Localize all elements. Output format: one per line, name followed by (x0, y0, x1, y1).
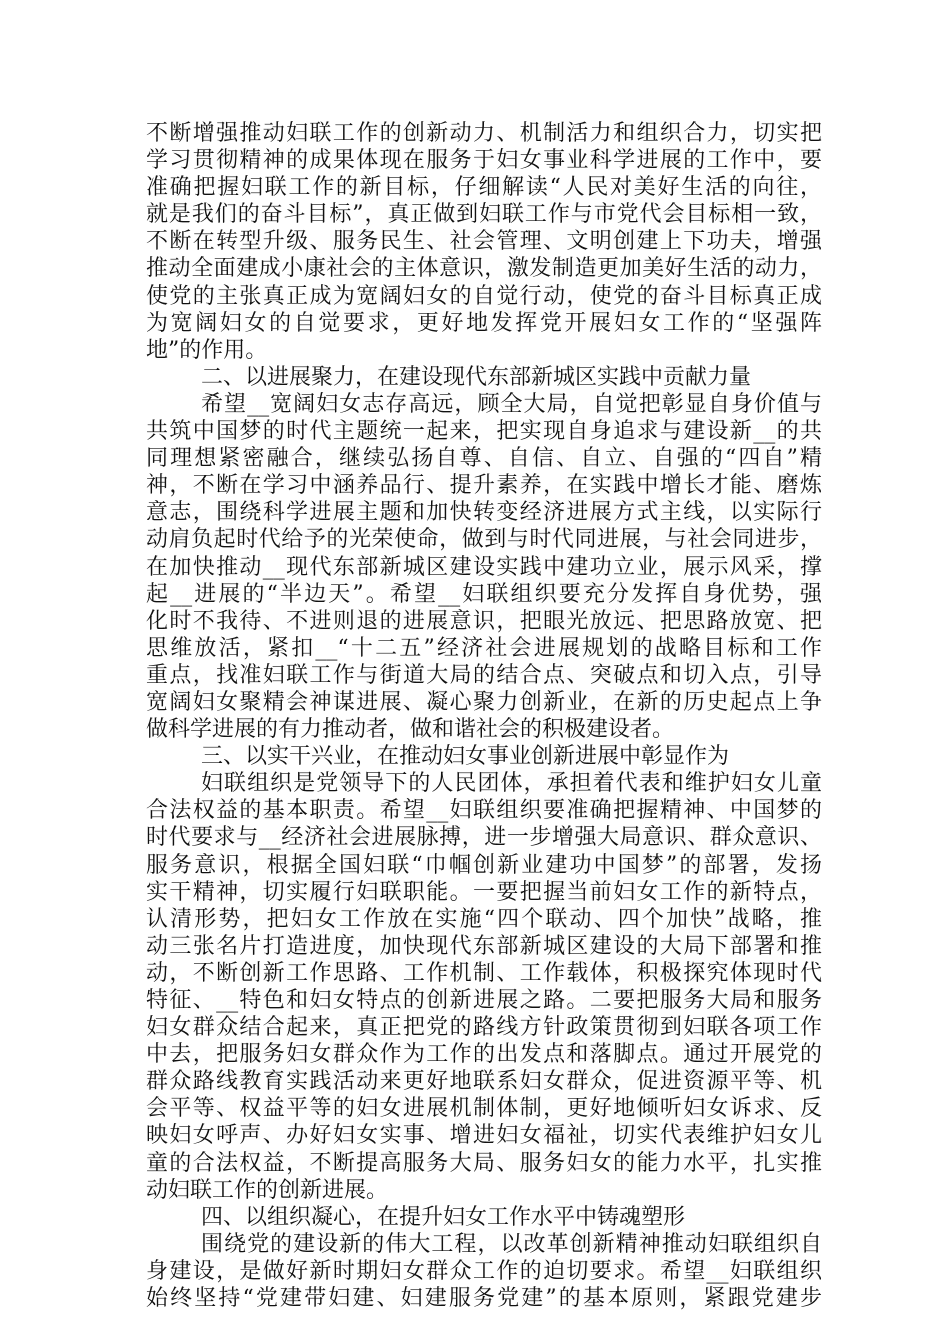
text-line: 服务意识，根据全国妇联“巾帼创新业建功中国梦”的部署，发扬 (146, 852, 822, 878)
section-heading: 二、以进展聚力，在建设现代东部新城区实践中贡献力量 (201, 364, 752, 390)
text-line: 意志，围绕科学进展主题和加快转变经济进展方式主线，以实际行 (146, 500, 822, 526)
text-line: 特征、__特色和妇女特点的创新进展之路。二要把服务大局和服务 (146, 988, 822, 1013)
text-line: 时代要求与__经济社会进展脉搏，进一步增强大局意识、群众意识、 (146, 825, 822, 851)
text-line: 神，不断在学习中涵养品行、提升素养，在实践中增长才能、磨炼 (146, 473, 822, 499)
text-line: 会平等、权益平等的妇女进展机制体制，更好地倾听妇女诉求、反 (146, 1096, 822, 1122)
text-line: 使党的主张真正成为宽阔妇女的自觉行动，使党的奋斗目标真正成 (146, 283, 822, 309)
text-line: 动，不断创新工作思路、工作机制、工作载体，积极探究体现时代 (146, 960, 822, 986)
text-line: 妇联组织是党领导下的人民团体，承担着代表和维护妇女儿童 (201, 771, 822, 797)
text-line: 共筑中国梦的时代主题统一起来，把实现自身追求与建设新__的共 (146, 419, 822, 445)
text-line: 动肩负起时代给予的光荣使命，做到与时代同进展，与社会同进步， (146, 527, 822, 553)
text-line: 身建设，是做好新时期妇女群众工作的迫切要求。希望__妇联组织 (146, 1258, 822, 1284)
text-line: 中去，把服务妇女群众作为工作的出发点和落脚点。通过开展党的 (146, 1042, 822, 1068)
text-line: 学习贯彻精神的成果体现在服务于妇女事业科学进展的工作中，要 (146, 148, 822, 174)
section-heading: 三、以实干兴业，在推动妇女事业创新进展中彰显作为 (201, 744, 730, 770)
text-line: 映妇女呼声、办好妇女实事、增进妇女福祉，切实代表维护妇女儿 (146, 1123, 822, 1149)
text-line: 起__进展的“半边天”。希望__妇联组织要充分发挥自身优势，强 (146, 581, 822, 607)
text-line: 做科学进展的有力推动者，做和谐社会的积极建设者。 (146, 717, 675, 743)
text-line: 实干精神，切实履行妇联职能。一要把握当前妇女工作的新特点， (146, 879, 822, 905)
text-line: 就是我们的奋斗目标”，真正做到妇联工作与市党代会目标相一致， (146, 202, 822, 228)
text-line: 始终坚持“党建带妇建、妇建服务党建”的基本原则，紧跟党建步 (146, 1286, 822, 1312)
text-line: 宽阔妇女聚精会神谋进展、凝心聚力创新业，在新的历史起点上争 (146, 689, 822, 715)
text-line: 认清形势，把妇女工作放在实施“四个联动、四个加快”战略，推 (146, 906, 822, 932)
text-line: 化时不我待、不进则退的进展意识，把眼光放远、把思路放宽、把 (146, 608, 822, 634)
text-line: 动三张名片打造进度，加快现代东部新城区建设的大局下部署和推 (146, 933, 822, 959)
text-line: 同理想紧密融合，继续弘扬自尊、自信、自立、自强的“四自”精 (146, 446, 822, 472)
text-line: 地”的作用。 (146, 337, 268, 363)
text-line: 合法权益的基本职责。希望__妇联组织要准确把握精神、中国梦的 (146, 798, 822, 824)
text-line: 为宽阔妇女的自觉要求，更好地发挥党开展妇女工作的“坚强阵 (146, 310, 822, 336)
text-line: 准确把握妇联工作的新目标，仔细解读“人民对美好生活的向往， (146, 175, 822, 201)
text-line: 动妇联工作的创新进展。 (146, 1177, 389, 1203)
text-line: 思维放活，紧扣__“十二五”经济社会进展规划的战略目标和工作 (146, 635, 822, 661)
text-line: 妇女群众结合起来，真正把党的路线方针政策贯彻到妇联各项工作 (146, 1015, 822, 1041)
text-line: 群众路线教育实践活动来更好地联系妇女群众，促进资源平等、机 (146, 1069, 822, 1095)
text-line: 不断增强推动妇联工作的创新动力、机制活力和组织合力，切实把 (146, 121, 822, 146)
text-line: 在加快推动__现代东部新城区建设实践中建功立业，展示风采，撑 (146, 554, 822, 580)
document-body (146, 120, 822, 1312)
text-line: 希望__宽阔妇女志存高远，顾全大局，自觉把彰显自身价值与 (201, 391, 822, 417)
section-heading: 四、以组织凝心，在提升妇女工作水平中铸魂塑形 (201, 1204, 686, 1230)
text-line: 推动全面建成小康社会的主体意识，激发制造更加美好生活的动力， (146, 256, 822, 282)
text-line: 重点，找准妇联工作与街道大局的结合点、突破点和切入点，引导 (146, 662, 822, 688)
text-line: 不断在转型升级、服务民生、社会管理、文明创建上下功夫，增强 (146, 229, 822, 255)
text-line: 童的合法权益，不断提高服务大局、服务妇女的能力水平，扎实推 (146, 1150, 822, 1176)
text-line: 围绕党的建设新的伟大工程，以改革创新精神推动妇联组织自 (201, 1231, 822, 1257)
